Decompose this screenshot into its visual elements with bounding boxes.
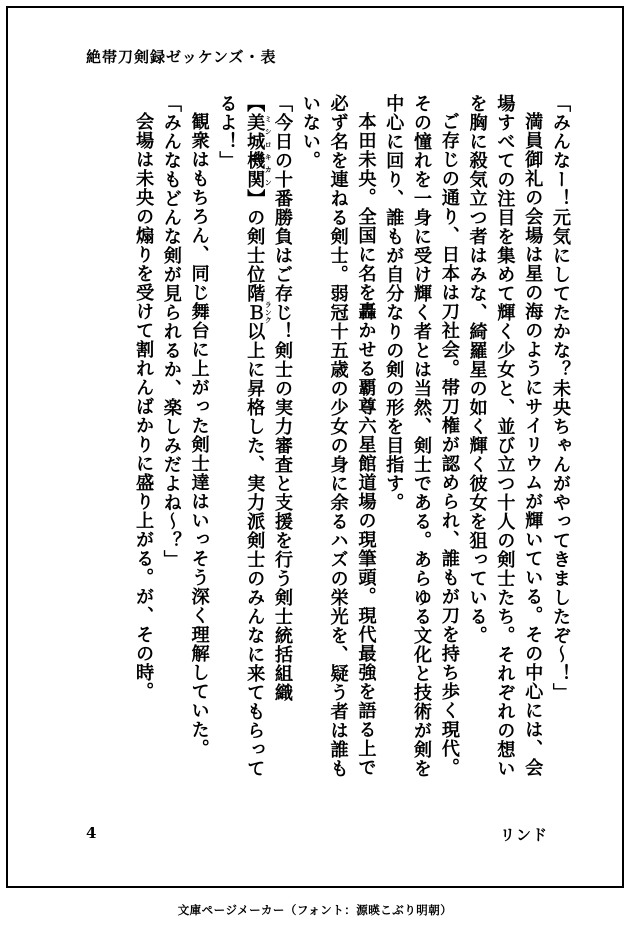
page-number: 4 <box>86 824 97 842</box>
paragraph-4: 本田未央。全国に名を轟かせる覇尊六星館道場の現筆頭。現代最強を語る上で必ず名を連ねる剣士。弱冠十五歳の少女の身に余るハズの栄光を、疑う者は誰もいない。 <box>299 94 377 778</box>
paragraph-5-part-3: 以上に昇格した、実力派剣士のみんなに来てもらってるよ！」 <box>216 94 266 778</box>
paragraph-5-part-2: 】の剣士位階 <box>244 189 266 303</box>
ruby-mishiro-kikan <box>244 113 274 189</box>
vertical-body-text <box>74 94 574 794</box>
ruby-reading-mishiro-kikan: ミシロキカン <box>264 113 274 189</box>
running-header-title: 絶帯刀剣録ゼッケンズ・表 <box>86 48 277 66</box>
paragraph-1: 「みんなー！元気にしてたかな？未央ちゃんがやってきましたぞ〜！」 <box>550 94 571 702</box>
footer-author: リンド <box>499 826 548 844</box>
ruby-reading-rank: ランク <box>264 300 274 325</box>
paragraph-5-part-1: 「今日の十番勝負はご存じ！剣士の実力審査と支援を行う剣士統括組織【 <box>244 94 294 702</box>
paragraph-6: 観衆はもちろん、同じ舞台に上がった剣士達はいっそう深く理解していた。 <box>188 112 210 759</box>
ruby-base-rank: Ｂ <box>244 300 266 325</box>
paragraph-2: 満員御礼の会場は星の海のようにサイリウムが輝いている。その中心には、会場すべての注目を集めて輝く少女と、並び立つ十人の剣士たち。それぞれの想いを胸に殺気立つ者はみな、綺羅星の如く輝く彼女を狙っている。 <box>466 94 544 778</box>
app-credit: 文庫ページメーカー（フォント：源暎こぶり明朝） <box>177 903 453 917</box>
paragraph-5 <box>213 94 296 794</box>
paragraph-3: ご存じの通り、日本は刀社会。帯刀権が認められ、誰もが刀を持ち歩く現代。その憧れを一身に受け輝く者とは当然、剣士である。あらゆる文化と技術が剣を中心に回り、誰もが自分なりの剣の形を目指す。 <box>383 94 460 778</box>
ruby-base-mishiro-kikan: 美城機関 <box>244 113 266 189</box>
paragraph-8: 会場は未央の煽りを受けて割れんばかりに盛り上がる。が、その時。 <box>133 112 155 702</box>
ruby-rank <box>244 300 274 325</box>
paragraph-7: 「みんなもどんな剣が見られるか、楽しみだよね〜？」 <box>160 94 182 569</box>
